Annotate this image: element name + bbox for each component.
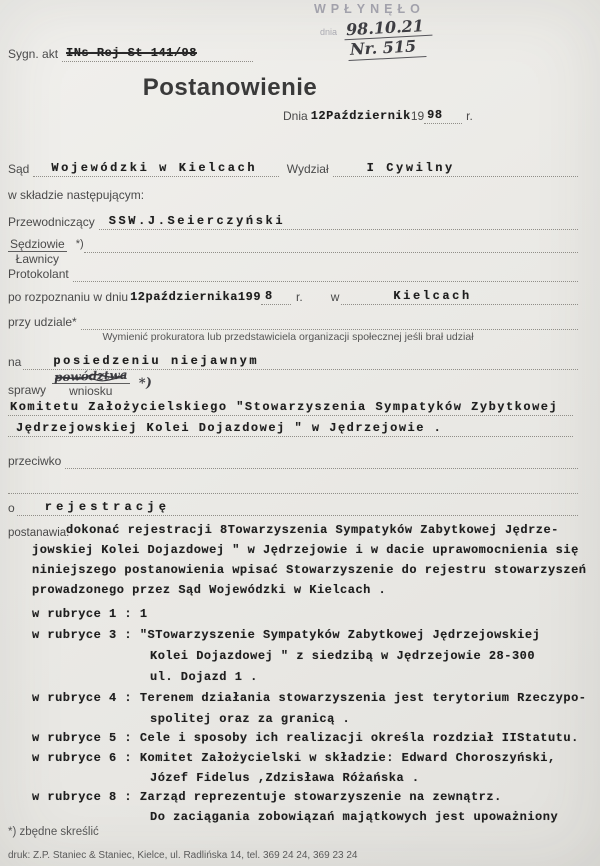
rubric-line: w rubryce 3 : "STowarzyszenie Sympatyków Zabytkowej Jędrzejowskiej: [32, 628, 541, 642]
hearing-r-label: r.: [296, 290, 303, 304]
stamp-number-handwritten: Nr. 515: [348, 36, 427, 61]
rubric-line: w rubryce 4 : Terenem działania stowarzyszenia jest terytorium Rzeczypo-: [32, 691, 587, 705]
footnote: *) zbędne skreślić: [8, 826, 99, 838]
hearing-label: po rozpoznaniu w dniu: [8, 290, 129, 304]
hearing-row: [8, 289, 578, 305]
against-row: [8, 453, 578, 469]
claim-word: powództwa: [53, 367, 128, 385]
subject-label: o: [8, 501, 15, 515]
matter-hand-mark: *): [138, 375, 152, 392]
rubric-line: spolitej oraz za granicą .: [150, 712, 351, 726]
clerk-dotted-line: [73, 266, 578, 282]
participation-label: przy udziale*: [8, 315, 77, 329]
participation-row: [8, 314, 578, 330]
rubric-line: w rubryce 6 : Komitet Założycielski w składzie: Edward Choroszyński,: [32, 751, 556, 765]
date-row: [283, 108, 483, 124]
court-label: Sąd: [8, 162, 30, 176]
decision-body-line: jowskiej Kolei Dojazdowej " w Jędrzejowie i w dacie uprawomocnienia się: [32, 543, 579, 557]
court-name: Wojewódzki w Kielcach: [51, 161, 258, 175]
chairman-row: [8, 214, 578, 230]
session-row: [8, 354, 578, 370]
session-type: posiedzeniu niejawnym: [53, 354, 260, 368]
judges-label: Sędziowie: [10, 237, 65, 251]
jurors-label: Ławnicy: [15, 252, 60, 266]
applicant-line2-row: [8, 421, 573, 437]
date-suffix: r.: [466, 109, 473, 123]
print-info: druk: Z.P. Staniec & Staniec, Kielce, ul. Radlińska 14, tel. 369 24 24, 369 23 24: [8, 850, 358, 861]
rubric-line: w rubryce 1 : 1: [32, 607, 148, 621]
judges-row: [8, 238, 578, 266]
hearing-in-label: w: [330, 290, 340, 304]
receipt-stamp: [314, 2, 484, 59]
division-label: Wydział: [286, 162, 329, 176]
date-year-printed: 19: [410, 109, 425, 123]
applicant-line1: Komitetu Założycielskiego "Stowarzyszenia Sympatyków Zybytkowej: [10, 400, 559, 414]
composition-label: w składzie następującym:: [8, 188, 145, 202]
rubric-line: w rubryce 5 : Cele i sposoby ich realizacji określa rozdział IIStatutu.: [32, 731, 579, 745]
subject-value: rejestrację: [44, 500, 171, 514]
chairman-label: Przewodniczący: [8, 215, 95, 229]
hearing-year-typed: 8: [265, 289, 273, 303]
case-number-label: Sygn. akt: [8, 47, 59, 61]
date-year-typed: 98: [427, 108, 443, 122]
judges-dotted-line: [84, 238, 578, 253]
applicant-line2: Jędrzejowskiej Kolei Dojazdowej " w Jędrzejowie .: [16, 421, 443, 435]
decision-body-line: niniejszego postanowienia wpisać Stowarzyszenie do rejestru stowarzyszeń: [32, 563, 587, 577]
decides-label: postanawia:: [8, 527, 70, 539]
participation-note: Wymienić prokuratora lub przedstawiciela organizacji społecznej jeśli brał udział: [102, 331, 474, 343]
judges-footnote-mark: *): [75, 238, 84, 250]
division-name: I Cywilny: [366, 161, 455, 175]
applicant-line1-row: [8, 400, 573, 416]
decision-body-line: dokonać rejestracji 8Towarzyszenia Sympatyków Zabytkowej Jędrze-: [66, 523, 559, 537]
stamp-title: WPŁYNĘŁO: [314, 2, 425, 16]
clerk-row: [8, 266, 578, 282]
against-dotted-line2-row: [8, 478, 578, 494]
rubric-line: Do zaciągania zobowiązań majątkowych jest upoważniony: [150, 810, 559, 824]
participation-dotted-line: [81, 314, 578, 330]
rubric-line: Kolei Dojazdowej " z siedzibą w Jędrzejowie 28-300: [150, 649, 536, 663]
subject-row: [8, 500, 578, 516]
hearing-place: Kielcach: [393, 289, 472, 303]
matter-label: sprawy: [8, 383, 47, 397]
case-number-value: INs-Rej-St 141/98: [66, 46, 197, 60]
clerk-label: Protokolant: [8, 267, 69, 281]
case-number-row: [8, 46, 253, 62]
date-typed: 12Październik: [310, 109, 411, 123]
against-dotted-line2: [8, 478, 578, 494]
session-label: na: [8, 355, 22, 369]
strikethrough-scribble-icon: [50, 367, 131, 385]
composition-row: [8, 188, 144, 203]
matter-row: [8, 367, 152, 398]
against-label: przeciwko: [8, 454, 62, 468]
hearing-date-typed: 12października199: [130, 290, 262, 304]
decision-body-line: prowadzonego przez Sąd Wojewódzki w Kielcach .: [32, 583, 387, 597]
against-dotted-line: [65, 453, 578, 469]
rubric-line: ul. Dojazd 1 .: [150, 670, 258, 684]
date-label: Dnia: [283, 109, 308, 123]
motion-word: wniosku: [69, 384, 113, 398]
page-title: Postanowienie: [142, 74, 318, 101]
court-row: [8, 161, 578, 177]
rubric-line: w rubryce 8 : Zarząd reprezentuje stowarzyszenie na zewnątrz.: [32, 790, 502, 804]
rubric-line: Józef Fidelus ,Zdzisława Różańska .: [150, 771, 420, 785]
stamp-date-handwritten: 98.10.21: [344, 16, 433, 41]
chairman-name: SSW.J.Seierczyński: [108, 214, 286, 228]
stamp-date-label: dnia: [320, 27, 338, 37]
